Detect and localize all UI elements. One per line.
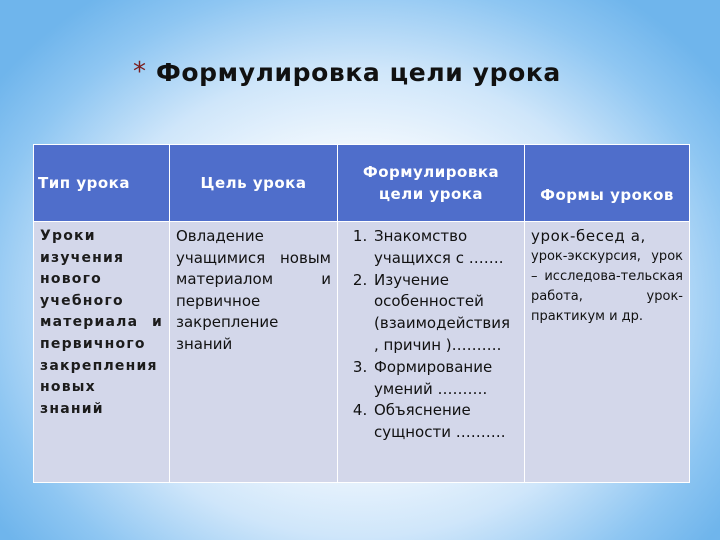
header-lesson-type: Тип урока (34, 145, 170, 222)
bullet-asterisk: * (133, 57, 146, 87)
header-lesson-forms (525, 145, 690, 222)
formulation-item: 3. Формирование умений ………. (372, 357, 518, 401)
slide-title-row (133, 52, 561, 92)
slide-title: Формулировка цели урока (156, 57, 561, 87)
lesson-forms-first: урок-бесед а, (531, 227, 646, 245)
formulation-item: 4. Объяснение сущности ………. (372, 400, 518, 444)
cell-lesson-forms (525, 222, 690, 483)
table-row (34, 222, 690, 483)
header-lesson-forms-label: Формы уроков (540, 186, 674, 204)
formulation-item: 2. Изучение особенностей (взаимодействия , причин )………. (372, 270, 518, 357)
header-lesson-goal: Цель урока (170, 145, 338, 222)
lesson-goals-table (33, 144, 690, 483)
table-header-row (34, 145, 690, 222)
formulation-item: 1. Знакомство учащихся с ……. (372, 226, 518, 270)
formulation-list (344, 226, 518, 444)
cell-lesson-goal: Овладение учащимися новым материалом и первичное закрепление знаний (170, 222, 338, 483)
cell-goal-formulations (338, 222, 525, 483)
cell-lesson-type: Уроки изучения нового учебного материала и первичного закрепления новых знаний (34, 222, 170, 483)
lesson-forms-rest: урок-экскурсия, урок – исследова-тельская работа, урок-практикум и др. (531, 249, 683, 324)
header-goal-formulation: Формулировка цели урока (338, 145, 525, 222)
